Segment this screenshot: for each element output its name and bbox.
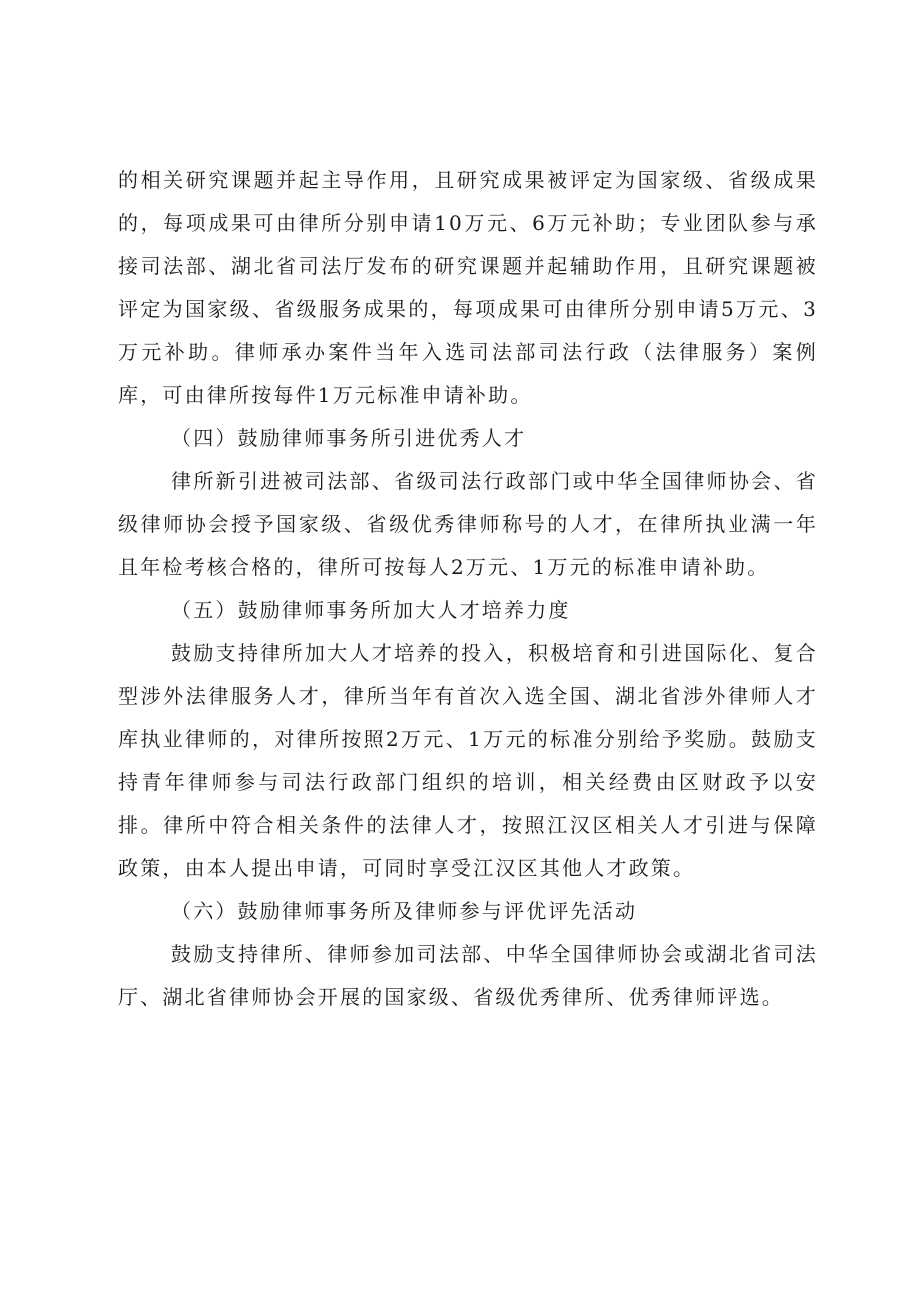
paragraph-section-6: 鼓励支持律所、律师参加司法部、中华全国律师协会或湖北省司法厅、湖北省律师协会开展的国家级、省级优秀律所、优秀律师评选。 (118, 942, 818, 1009)
section-heading-4: （四）鼓励律师事务所引进优秀人才 (171, 426, 527, 450)
section-heading-5: （五）鼓励律师事务所加大人才培养力度 (171, 598, 571, 622)
paragraph-continuation: 的相关研究课题并起主导作用，且研究成果被评定为国家级、省级成果的，每项成果可由律所分别申请10万元、6万元补助；专业团队参与承接司法部、湖北省司法厅发布的研究课题并起辅助作用，且研究课题被评定为国家级、省级服务成果的，每项成果可由律所分别申请5万元、3万元补助。律师承办案件当年入选司法部司法行政（法律服务）案例库，可由律所按每件1万元标准申请补助。 (118, 168, 818, 407)
paragraph-section-4: 律所新引进被司法部、省级司法行政部门或中华全国律师协会、省级律师协会授予国家级、省级优秀律师称号的人才，在律所执业满一年且年检考核合格的，律所可按每人2万元、1万元的标准申请补助。 (118, 469, 818, 579)
document-body (118, 159, 818, 1019)
section-heading-6: （六）鼓励律师事务所及律师参与评优评先活动 (171, 899, 638, 923)
paragraph-section-5: 鼓励支持律所加大人才培养的投入，积极培育和引进国际化、复合型涉外法律服务人才，律所当年有首次入选全国、湖北省涉外律师人才库执业律师的，对律所按照2万元、1万元的标准分别给予奖励。鼓励支持青年律师参与司法行政部门组织的培训，相关经费由区财政予以安排。律所中符合相关条件的法律人才，按照江汉区相关人才引进与保障政策，由本人提出申请，可同时享受江汉区其他人才政策。 (118, 641, 818, 880)
